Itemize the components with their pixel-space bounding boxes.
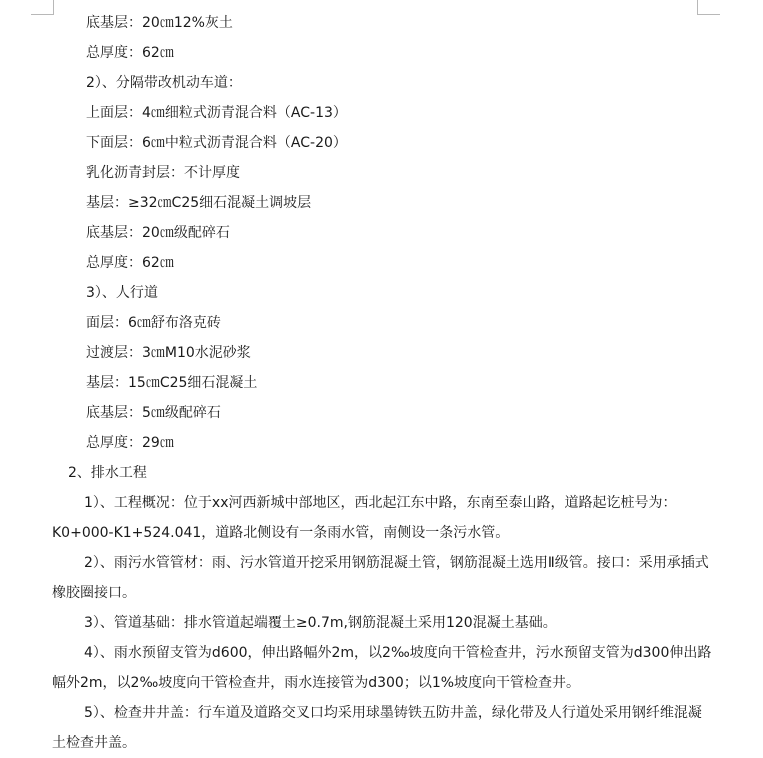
section-heading: 2、排水工程 [68, 465, 147, 481]
spec-line: 底基层：20㎝级配碎石 [86, 225, 230, 241]
paragraph: 4）、雨水预留支管为d600，伸出路幅外2m，以2‰坡度向干管检查井，污水预留支管为d300伸出路幅外2m，以2‰坡度向干管检查井，雨水连接管为d300；以1%坡度向干管检查井。 [52, 645, 712, 691]
spec-line: 过渡层：3㎝M10水泥砂浆 [86, 345, 251, 361]
spec-line: 底基层：20㎝12%灰土 [86, 15, 233, 31]
spec-line: 总厚度：62㎝ [86, 255, 174, 271]
spec-line: 总厚度：62㎝ [86, 45, 174, 61]
subsection-heading: 2）、分隔带改机动车道： [86, 75, 242, 91]
spec-line: 总厚度：29㎝ [86, 435, 174, 451]
spec-line: 基层：15㎝C25细石混凝土 [86, 375, 258, 391]
spec-line: 基层：≥32㎝C25细石混凝土调坡层 [86, 195, 312, 211]
paragraph: 1）、工程概况：位于xx河西新城中部地区，西北起江东中路，东南至泰山路，道路起讫桩号为：K0+000-K1+524.041，道路北侧设有一条雨水管，南侧设一条污水管。 [52, 495, 677, 541]
spec-line: 乳化沥青封层：不计厚度 [86, 165, 240, 181]
spec-line: 下面层：6㎝中粒式沥青混合料（AC-20） [86, 135, 347, 151]
paragraph: 2）、雨污水管管材：雨、污水管道开挖采用钢筋混凝土管，钢筋混凝土选用Ⅱ级管。接口：采用承插式橡胶圈接口。 [52, 555, 709, 601]
paragraph: 3）、管道基础：排水管道起端覆土≥0.7m,钢筋混凝土采用120混凝土基础。 [84, 615, 557, 631]
spec-line: 上面层：4㎝细粒式沥青混合料（AC-13） [86, 105, 347, 121]
subsection-heading: 3）、人行道 [86, 285, 158, 301]
page-corner-mark-right [697, 0, 720, 15]
page-corner-mark-left [31, 0, 54, 15]
spec-line: 底基层：5㎝级配碎石 [86, 405, 221, 421]
spec-line: 面层：6㎝舒布洛克砖 [86, 315, 221, 331]
paragraph: 5）、检查井井盖：行车道及道路交叉口均采用球墨铸铁五防井盖，绿化带及人行道处采用钢纤维混凝土检查井盖。 [52, 705, 702, 751]
